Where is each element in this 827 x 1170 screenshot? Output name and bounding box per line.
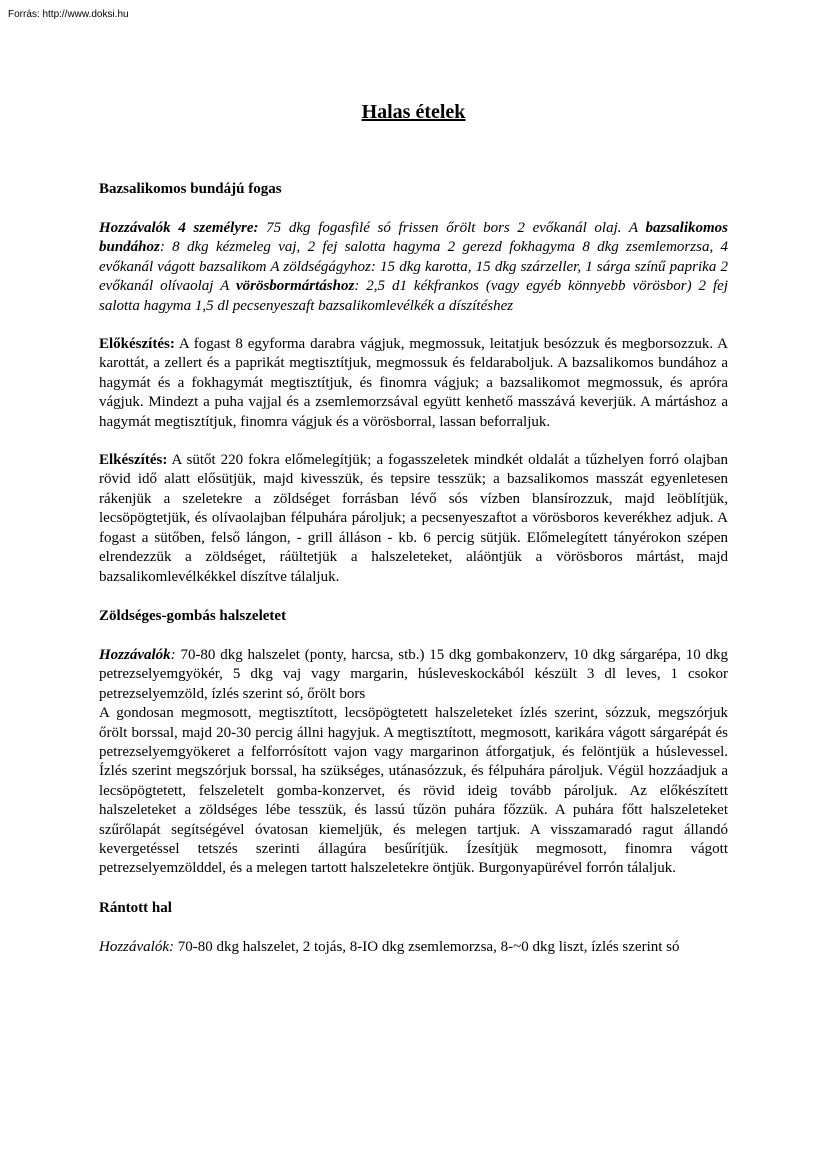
recipe-ingredients-fogas [99,219,728,316]
cook-label: Elkészítés: [99,452,168,469]
recipe-heading-fogas: Bazsalikomos bundájú fogas [99,181,282,197]
ingredients-text: 70-80 dkg halszelet (ponty, harcsa, stb.) 15 dkg gombakonzerv, 10 dkg sárgarépa, 10 dkg petrezselyemgyökér, 5 dkg vaj vagy margarin, húsleveskockából készült 3 dl leves, 1 csokor petrezselyemzöld, ízlés szerint só, őrölt bors [99,646,728,702]
recipe-body-halszelet: A gondosan megmosott, megtisztított, lecsöpögtetett halszeleteket ízlés szerint, sózzuk, megszórjuk őrölt borssal, majd 20-30 percig állni hagyjuk. A megtisztított, megmosott, karikára vágott sárgarépát és petrezselyemgyökeret a felforrósított vajon vagy margarinon átforgatjuk, és felöntjük a húslevessel. Ízlés szerint megszórjuk borssal, ha szükséges, utánasózzuk, és félpuhára pároljuk. Végül hozzáadjuk a lecsöpögtetett, felszeletelt gomba-konzervet, és rövid ideig tovább pároljuk. Az előkészített halszeleteket a zöldséges lébe tesszük, és lassú tűzön puhára főzzük. A puhára főtt halszeleteket szűrőlapát segítségével óvatosan kiemeljük, és melegen tartjuk. A visszamaradó ragut állandó kevergetéssel tetszés szerinti állagúra besűrítjük. Ízesítjük megmosott, finomra vágott petrezselyemzölddel, és a melegen tartott halszeletekre öntjük. Burgonyapürével forrón tálaljuk. [99,705,728,877]
recipe-ingredients-rantott-hal [99,938,728,957]
cook-text: A sütőt 220 fokra előmelegítjük; a fogasszeletek mindkét oldalát a tűzhelyen forró olajban rövid idő alatt elősütjük, majd kivesszük, és tepsire tesszük; a bazsalikomos masszát egyenletesen rákenjük a szeletekre a zöldséget forrásban lévő sós vízben blansírozzuk, majd leöblítjük, lecsöpögtetjük, és olívaolajban félpuhára pároljuk; a pecsenyeszaftot a vörösboros keverékhez adjuk. A fogast a sütőben, felső lángon, - grill álláson - kb. 6 percig sütjük. Előmelegített tányérokon szépen elrendezzük a zöldséget, ráültetjük a halszeleteket, aláöntjük a vörösboros mártást, majd bazsalikomlevélkékkel díszítve tálaljuk. [99,452,728,585]
source-line: Forrás: http://www.doksi.hu [8,9,129,20]
ingredients-label: Hozzávalók [99,646,171,663]
ingredients-label: Hozzávalók: [99,938,174,955]
ingredients-text-1: 75 dkg fogasfilé só frissen őrölt bors 2 evőkanál olaj. A [258,220,646,236]
ingredients-text: 70-80 dkg halszelet, 2 tojás, 8-IO dkg zsemlemorzsa, 8-~0 dkg liszt, ízlés szerint só [174,938,680,955]
document-body [99,178,728,957]
prep-label: Előkészítés: [99,336,175,353]
ingredients-subhead-bunda: bazsalikomos bundához [99,220,729,256]
recipe-heading-halszelet: Zöldséges-gombás halszeletet [99,607,287,624]
ingredients-label: Hozzávalók 4 személyre: [99,220,259,236]
ingredients-subhead-sauce: vörösbormártáshoz [235,278,355,295]
page-title: Halas ételek [361,101,466,123]
ingredients-text-3: : 2,5 d1 kékfrankos (vagy egyéb könnyebb vörösbor) 2 fej salotta hagyma 1,5 dl pecsenyeszaft bazsalikomlevélkék a díszítéshez [99,278,728,314]
recipe-ingredients-halszelet [99,646,728,704]
prep-text: A fogast 8 egyforma darabra vágjuk, megmossuk, leitatjuk besózzuk és megborsozzuk. A karottát, a zellert és a paprikát megtisztítjuk, megmossuk és feldaraboljuk. A bazsalikomos bundához a hagymát és a fokhagymát megtisztítjuk, és finomra vágjuk; a bazsalikomot megmossuk, és apróra vágjuk. Mindezt a puha vajjal és a zsemlemorzsával együtt kenhető masszává keverjük. A mártáshoz a hagymát megtisztítjuk, finomra vágjuk és a vörösborral, lassan beforraljuk. [99,336,728,430]
recipe-heading-rantott-hal: Rántott hal [99,899,172,916]
ingredients-colon: : [170,646,176,663]
recipe-cook-fogas [99,451,728,587]
recipe-prep-fogas [99,335,728,432]
ingredients-text-2: : 8 dkg kézmeleg vaj, 2 fej salotta hagyma 2 gerezd fokhagyma 8 dkg zsemlemorzsa, 4 evőkanál vágott bazsalikom A zöldségágyhoz: 15 dkg karotta, 15 dkg szárzeller, 1 sárga színű paprika 2 evőkanál olívaolaj A [99,239,728,295]
